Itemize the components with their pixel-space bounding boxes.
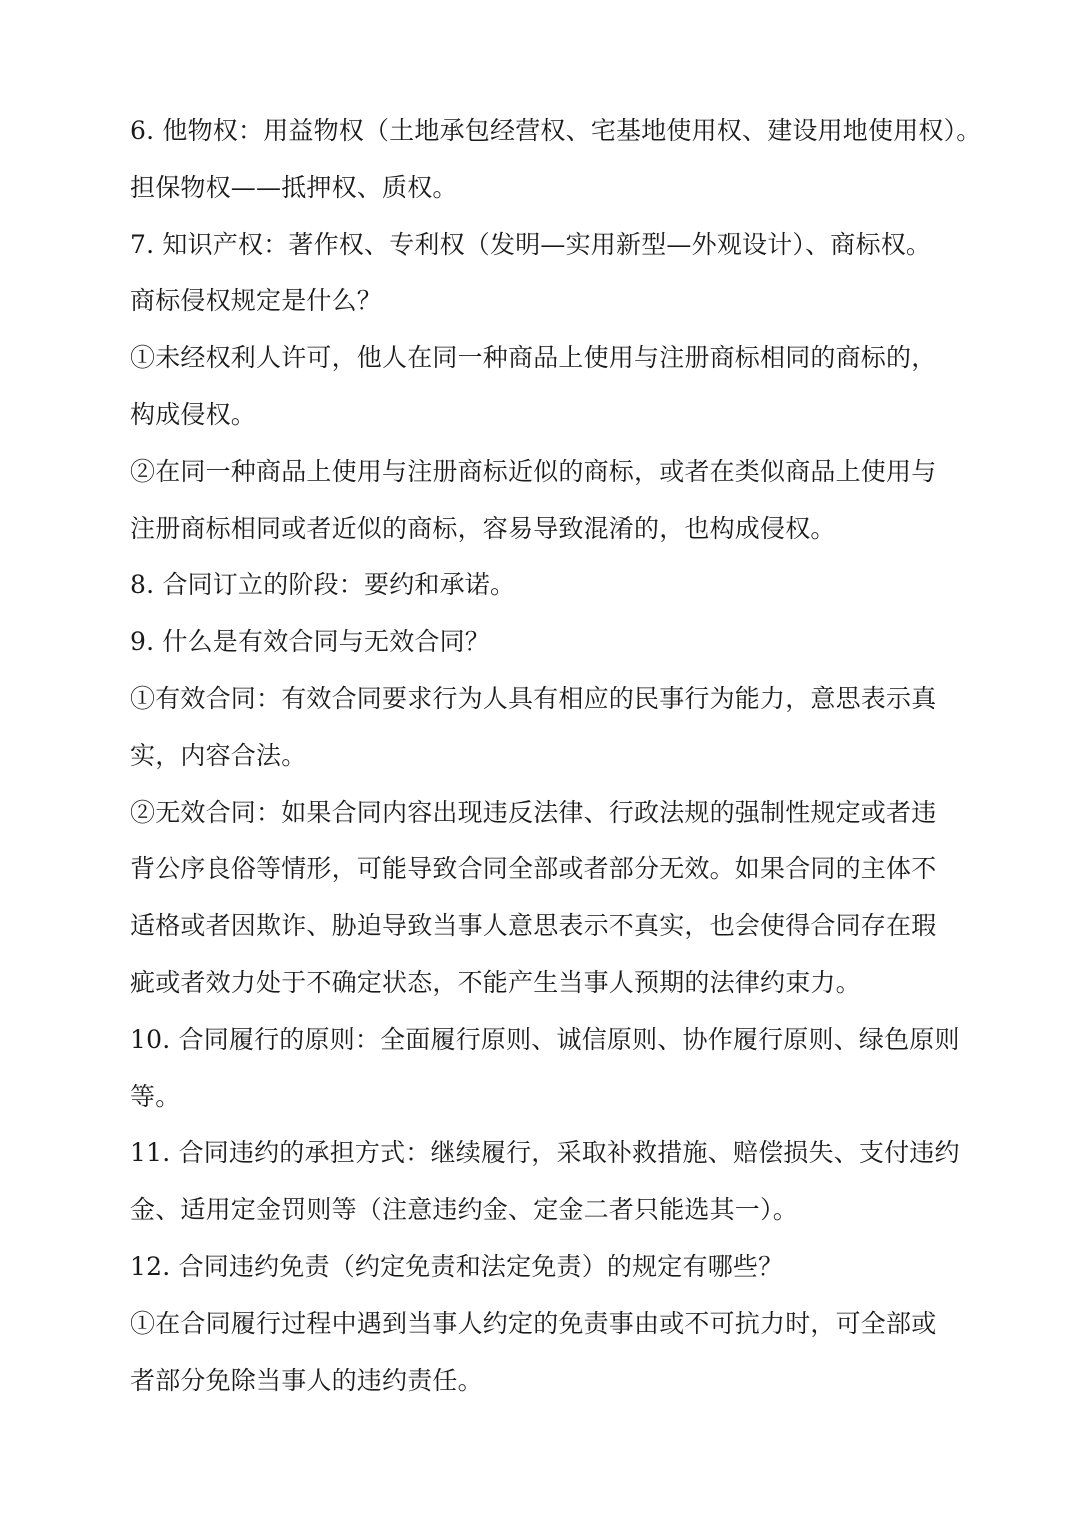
- text-line: 实，内容合法。: [130, 740, 307, 770]
- text-line: ②无效合同：如果合同内容出现违反法律、行政法规的强制性规定或者违: [130, 797, 937, 827]
- text-line: 12. 合同违约免责（约定免责和法定免责）的规定有哪些？: [130, 1251, 784, 1281]
- text-line: 商标侵权规定是什么？: [130, 286, 383, 316]
- text-line: ②在同一种商品上使用与注册商标近似的商标，或者在类似商品上使用与: [130, 456, 937, 486]
- text-line: 金、适用定金罚则等（注意违约金、定金二者只能选其一）。: [130, 1195, 798, 1225]
- text-line: 背公序良俗等情形，可能导致合同全部或者部分无效。如果合同的主体不: [130, 854, 937, 884]
- text-line: ①未经权利人许可，他人在同一种商品上使用与注册商标相同的商标的，: [130, 343, 937, 373]
- document-body: [130, 103, 982, 1409]
- text-line: 适格或者因欺诈、胁迫导致当事人意思表示不真实，也会使得合同存在瑕: [130, 911, 937, 941]
- text-line: 注册商标相同或者近似的商标，容易导致混淆的，也构成侵权。: [130, 513, 836, 543]
- text-line: 疵或者效力处于不确定状态，不能产生当事人预期的法律约束力。: [130, 967, 861, 997]
- text-line: 7. 知识产权：著作权、专利权（发明—实用新型—外观设计）、商标权。: [130, 229, 932, 259]
- text-line: ①在合同履行过程中遇到当事人约定的免责事由或不可抗力时，可全部或: [130, 1308, 937, 1338]
- text-line: ①有效合同：有效合同要求行为人具有相应的民事行为能力，意思表示真: [130, 683, 937, 713]
- text-line: 8. 合同订立的阶段：要约和承诺。: [130, 570, 516, 600]
- text-line: 等。: [130, 1081, 181, 1111]
- text-line: 11. 合同违约的承担方式：继续履行，采取补救措施、赔偿损失、支付违约: [130, 1138, 960, 1168]
- text-line: 9. 什么是有效合同与无效合同？: [130, 627, 491, 657]
- text-line: 担保物权——抵押权、质权。: [130, 172, 458, 202]
- text-line: 10. 合同履行的原则：全面履行原则、诚信原则、协作履行原则、绿色原则: [130, 1024, 960, 1054]
- text-line: 6. 他物权：用益物权（土地承包经营权、宅基地使用权、建设用地使用权）。: [130, 116, 982, 145]
- text-line: 构成侵权。: [130, 399, 257, 429]
- text-line: 者部分免除当事人的违约责任。: [130, 1365, 483, 1395]
